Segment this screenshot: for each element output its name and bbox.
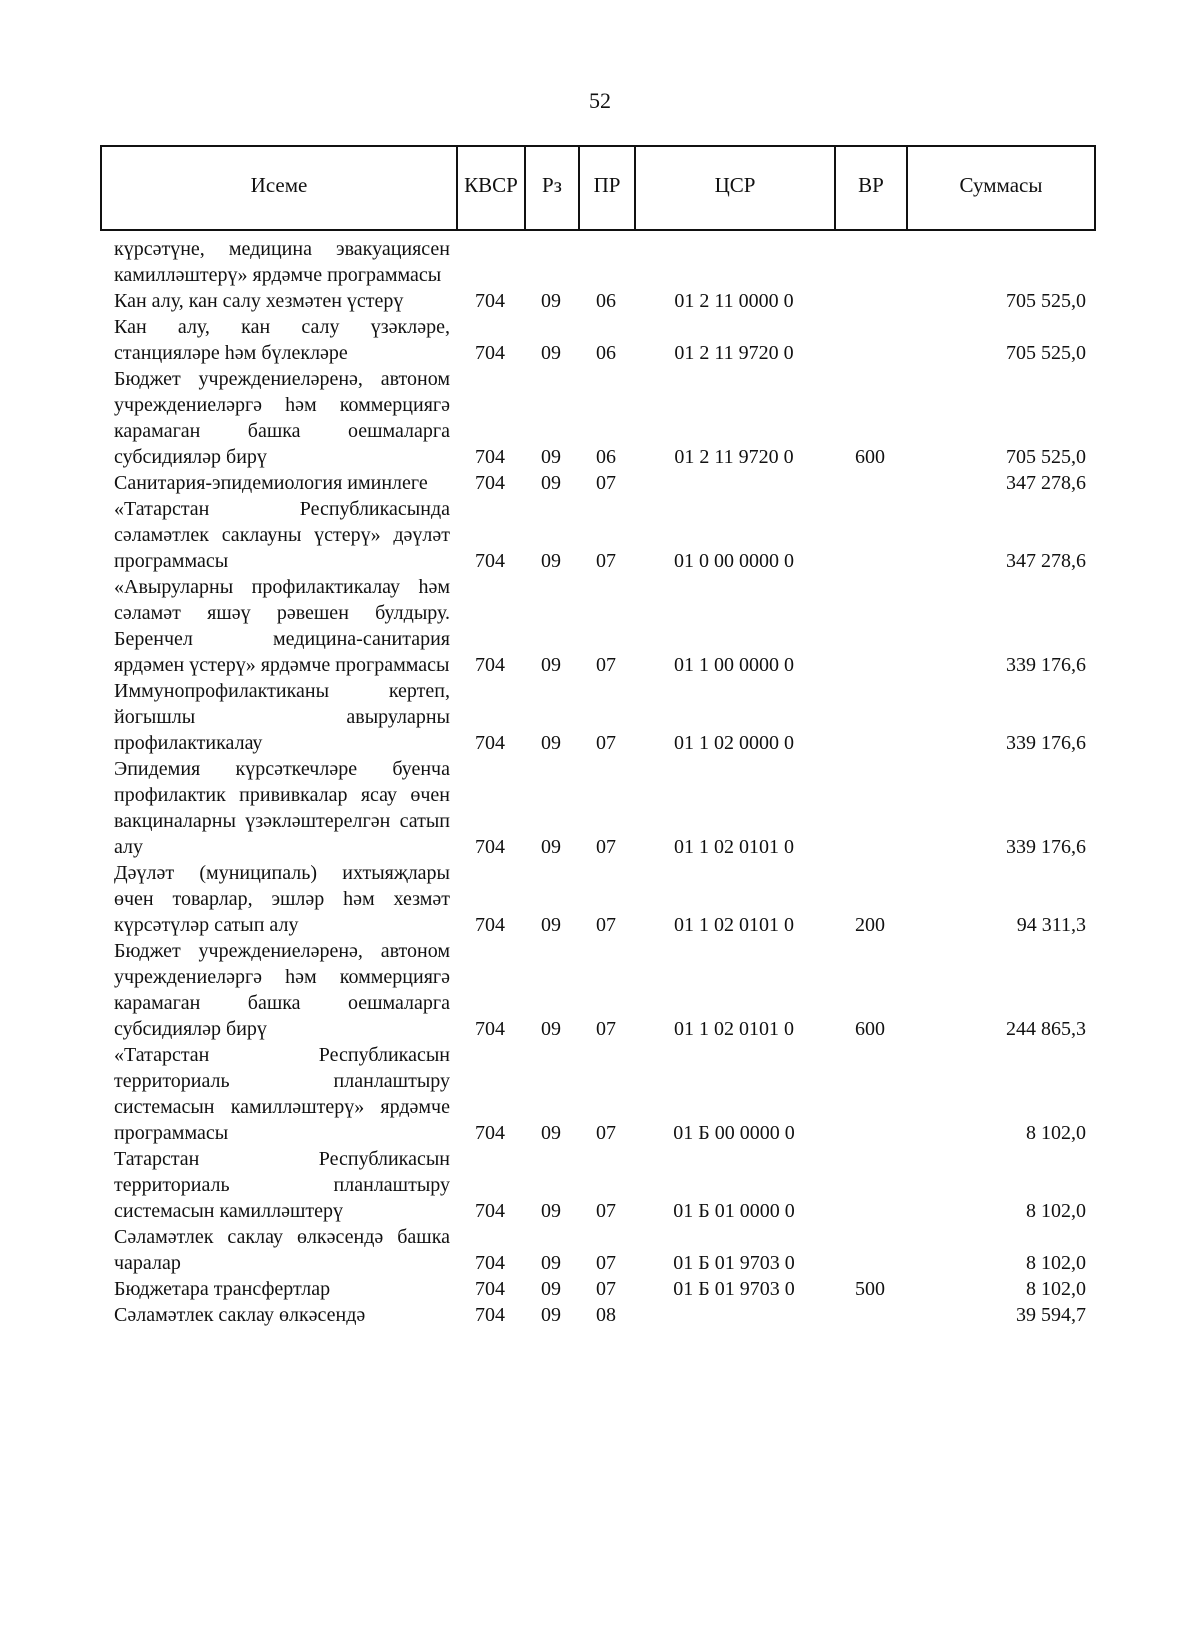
row-csr: 01 1 02 0101 0 <box>674 914 794 936</box>
row-rz: 09 <box>541 1122 561 1144</box>
row-pr: 07 <box>596 836 616 858</box>
row-vr: 600 <box>855 446 885 468</box>
row-name: Кан алу, кан салу хезмәтен үстерү <box>114 290 404 312</box>
row-vr: 200 <box>855 914 885 936</box>
row-rz: 09 <box>541 342 561 364</box>
row-pr: 07 <box>596 654 616 676</box>
table-row <box>100 236 1096 288</box>
row-kvsr: 704 <box>475 914 505 936</box>
row-pr: 07 <box>596 1278 616 1300</box>
table-row <box>100 574 1096 678</box>
row-sum: 705 525,0 <box>1006 290 1086 312</box>
table-row <box>100 314 1096 366</box>
row-name: Бюджет учреждениеләренә, автоном учреждениеләргә һәм коммерциягә карамаган башка оешмаларга субсидияләр бирү <box>114 368 450 468</box>
row-pr: 06 <box>596 446 616 468</box>
row-rz: 09 <box>541 290 561 312</box>
row-kvsr: 704 <box>475 342 505 364</box>
row-sum: 8 102,0 <box>1026 1278 1086 1300</box>
row-rz: 09 <box>541 1304 561 1326</box>
row-csr: 01 1 02 0101 0 <box>674 1018 794 1040</box>
row-name: Сәламәтлек саклау өлкәсендә башка чаралар <box>114 1226 450 1274</box>
row-rz: 09 <box>541 1252 561 1274</box>
header-kvsr: КВСР <box>458 147 526 229</box>
row-pr: 07 <box>596 472 616 494</box>
row-pr: 07 <box>596 1252 616 1274</box>
table-row <box>100 678 1096 756</box>
row-kvsr: 704 <box>475 550 505 572</box>
row-rz: 09 <box>541 1200 561 1222</box>
row-rz: 09 <box>541 472 561 494</box>
row-sum: 705 525,0 <box>1006 446 1086 468</box>
row-name: Кан алу, кан салу үзәкләре, станцияләре һәм бүлекләре <box>114 316 450 364</box>
row-sum: 94 311,3 <box>1016 914 1086 936</box>
row-csr: 01 2 11 9720 0 <box>674 342 794 364</box>
row-csr: 01 1 02 0101 0 <box>674 836 794 858</box>
table-row <box>100 288 1096 314</box>
row-kvsr: 704 <box>475 732 505 754</box>
table-row <box>100 860 1096 938</box>
table-header <box>100 145 1096 231</box>
row-name: Санитария-эпидемиология иминлеге <box>114 472 428 494</box>
row-kvsr: 704 <box>475 1200 505 1222</box>
row-kvsr: 704 <box>475 1278 505 1300</box>
row-csr: 01 0 00 0000 0 <box>674 550 794 572</box>
row-kvsr: 704 <box>475 1122 505 1144</box>
row-name: Иммунопрофилактиканы кертеп, йогышлы авыруларны профилактикалау <box>114 680 450 754</box>
row-name: Эпидемия күрсәткечләре буенча профилактик прививкалар ясау өчен вакциналарны үзәкләштерелгән сатып алу <box>114 758 450 858</box>
row-name: Бюджет учреждениеләренә, автоном учреждениеләргә һәм коммерциягә карамаган башка оешмаларга субсидияләр бирү <box>114 940 450 1040</box>
row-name: күрсәтүне, медицина эвакуациясен камилләштерү» ярдәмче программасы <box>114 238 450 286</box>
row-sum: 705 525,0 <box>1006 342 1086 364</box>
row-kvsr: 704 <box>475 290 505 312</box>
table-row <box>100 1146 1096 1224</box>
page-number: 52 <box>589 88 611 113</box>
row-rz: 09 <box>541 654 561 676</box>
row-pr: 07 <box>596 550 616 572</box>
row-kvsr: 704 <box>475 1018 505 1040</box>
row-vr: 500 <box>855 1278 885 1300</box>
row-csr: 01 Б 01 9703 0 <box>673 1278 795 1300</box>
table-row <box>100 1042 1096 1146</box>
table-row <box>100 756 1096 860</box>
row-kvsr: 704 <box>475 446 505 468</box>
row-sum: 244 865,3 <box>1006 1018 1086 1040</box>
row-pr: 08 <box>596 1304 616 1326</box>
row-sum: 8 102,0 <box>1026 1252 1086 1274</box>
row-kvsr: 704 <box>475 1252 505 1274</box>
table-row <box>100 470 1096 496</box>
row-kvsr: 704 <box>475 1304 505 1326</box>
row-rz: 09 <box>541 1278 561 1300</box>
row-sum: 347 278,6 <box>1006 550 1086 572</box>
row-csr: 01 Б 00 0000 0 <box>673 1122 795 1144</box>
header-rz: Рз <box>526 147 580 229</box>
row-pr: 07 <box>596 914 616 936</box>
row-csr: 01 Б 01 9703 0 <box>673 1252 795 1274</box>
row-rz: 09 <box>541 446 561 468</box>
table-row <box>100 366 1096 470</box>
row-kvsr: 704 <box>475 654 505 676</box>
row-pr: 07 <box>596 1018 616 1040</box>
row-pr: 07 <box>596 1122 616 1144</box>
row-vr: 600 <box>855 1018 885 1040</box>
table-row <box>100 1302 1096 1328</box>
row-sum: 339 176,6 <box>1006 654 1086 676</box>
row-name: Бюджетара трансфертлар <box>114 1278 331 1300</box>
row-kvsr: 704 <box>475 836 505 858</box>
table-row <box>100 1224 1096 1276</box>
row-pr: 07 <box>596 1200 616 1222</box>
header-sum: Суммасы <box>959 172 1043 197</box>
row-rz: 09 <box>541 732 561 754</box>
row-name: Сәламәтлек саклау өлкәсендә <box>114 1304 366 1326</box>
row-name: «Авыруларны профилактикалау һәм сәламәт яшәү рәвешен булдыру. Беренчел медицина-санитария ярдәмен үстерү» ярдәмче программасы <box>114 576 450 676</box>
row-rz: 09 <box>541 550 561 572</box>
header-vr: ВР <box>836 147 908 229</box>
row-name: Татарстан Республикасын территориаль планлаштыру системасын камилләштерү <box>114 1148 450 1222</box>
table-row <box>100 496 1096 574</box>
row-pr: 06 <box>596 342 616 364</box>
row-kvsr: 704 <box>475 472 505 494</box>
row-sum: 8 102,0 <box>1026 1200 1086 1222</box>
row-sum: 8 102,0 <box>1026 1122 1086 1144</box>
row-sum: 339 176,6 <box>1006 836 1086 858</box>
table-body <box>100 236 1096 1328</box>
row-csr: 01 2 11 0000 0 <box>674 290 794 312</box>
header-name: Исеме <box>102 147 458 229</box>
row-csr: 01 2 11 9720 0 <box>674 446 794 468</box>
table-row <box>100 938 1096 1042</box>
row-csr: 01 1 02 0000 0 <box>674 732 794 754</box>
row-sum: 339 176,6 <box>1006 732 1086 754</box>
row-name: «Татарстан Республикасын территориаль планлаштыру системасын камилләштерү» ярдәмче программасы <box>114 1044 450 1144</box>
row-pr: 07 <box>596 732 616 754</box>
row-csr: 01 Б 01 0000 0 <box>673 1200 795 1222</box>
row-sum: 347 278,6 <box>1006 472 1086 494</box>
header-pr: ПР <box>580 147 636 229</box>
row-name: Дәүләт (муниципаль) ихтыяҗлары өчен товарлар, эшләр һәм хезмәт күрсәтүләр сатып алу <box>114 862 450 936</box>
row-pr: 06 <box>596 290 616 312</box>
row-rz: 09 <box>541 914 561 936</box>
row-rz: 09 <box>541 1018 561 1040</box>
header-csr: ЦСР <box>636 147 836 229</box>
row-csr: 01 1 00 0000 0 <box>674 654 794 676</box>
table-row <box>100 1276 1096 1302</box>
row-sum: 39 594,7 <box>1016 1304 1086 1326</box>
row-rz: 09 <box>541 836 561 858</box>
row-name: «Татарстан Республикасында сәламәтлек саклауны үстерү» дәүләт программасы <box>114 498 450 572</box>
